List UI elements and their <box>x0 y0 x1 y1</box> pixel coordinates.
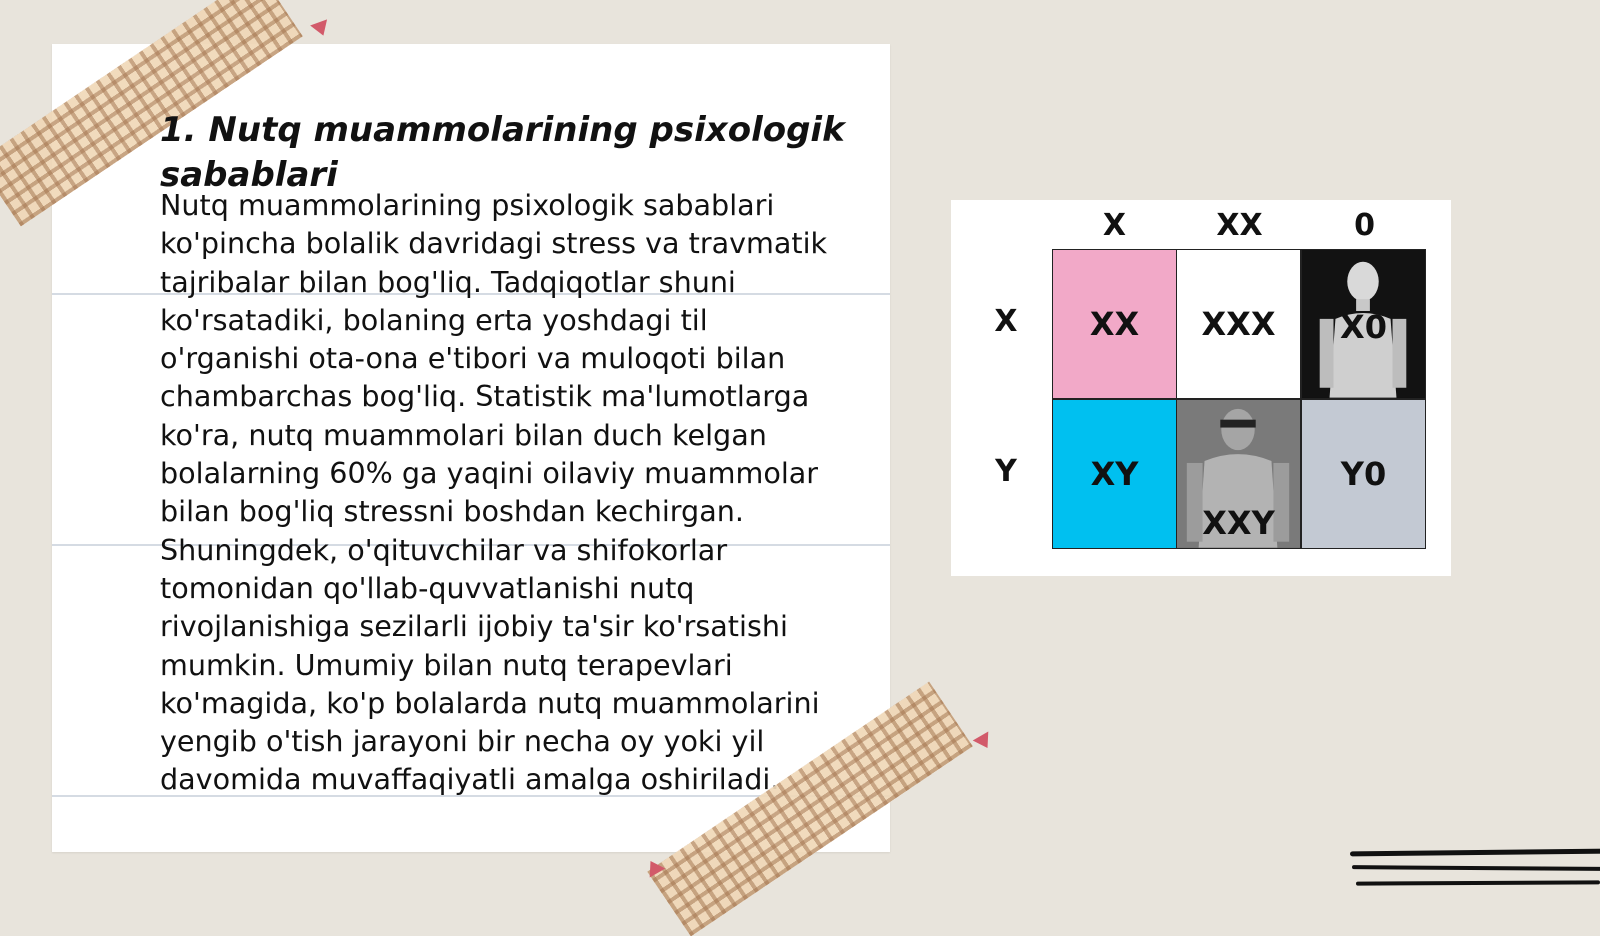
cell-xx <box>1052 249 1177 399</box>
cell-label: XX <box>1089 305 1140 343</box>
cell-label: XXY <box>1202 504 1275 542</box>
cell-label: X0 <box>1340 308 1387 346</box>
cell-xxx <box>1176 249 1301 399</box>
row-header-x: X <box>994 304 1018 339</box>
cell-label: XXX <box>1201 305 1276 343</box>
tape-tip-top <box>310 19 332 38</box>
cell-x0 <box>1301 249 1426 399</box>
tape-tip-bottom-right <box>973 731 996 752</box>
cell-y0 <box>1301 399 1426 549</box>
cell-label: Y0 <box>1340 455 1387 493</box>
cell-xxy <box>1176 399 1301 549</box>
decorative-stripe <box>1352 865 1600 871</box>
slide-title: 1. Nutq muammolarining psixologik sabablari <box>160 110 845 195</box>
col-header-xx: XX <box>1216 208 1263 243</box>
slide-body-text: Nutq muammolarining psixologik sabablari ko'pincha bolalik davridagi stress va travmatik tajribalar bilan bog'liq. Tadqiqotlar shuni ko'rsatadiki, bolaning erta yoshdagi til o'rganishi ota-ona e'tibori va muloqoti bilan chambarchas bog'liq. Statistik ma'lumotlarga ko'ra, nutq muammolari bilan duch kelgan bolalarning 60% ga yaqini oilaviy muammolar bilan bog'liq stressni boshdan kechirgan. Shuningdek, o'qituvchilar va shifokorlar tomonidan qo'llab-quvvatlanishi nutq rivojlanishiga sezilarli ijobiy ta'sir ko'rsatishi mumkin. Umumiy bilan nutq terapevlari ko'magida, ko'p bolalarda nutq muammolarini yengib o'tish jarayoni bir necha oy yoki yil davomida muvaffaqiyatli amalga oshiriladi. <box>160 188 828 797</box>
col-header-0: 0 <box>1354 208 1375 243</box>
decorative-stripe <box>1350 849 1600 857</box>
decorative-stripe <box>1356 880 1600 885</box>
col-header-x: X <box>1102 208 1127 243</box>
row-header-y: Y <box>995 454 1017 489</box>
cell-xy <box>1052 399 1177 549</box>
chromosome-grid-card <box>951 200 1451 576</box>
cell-label: XY <box>1090 455 1139 493</box>
